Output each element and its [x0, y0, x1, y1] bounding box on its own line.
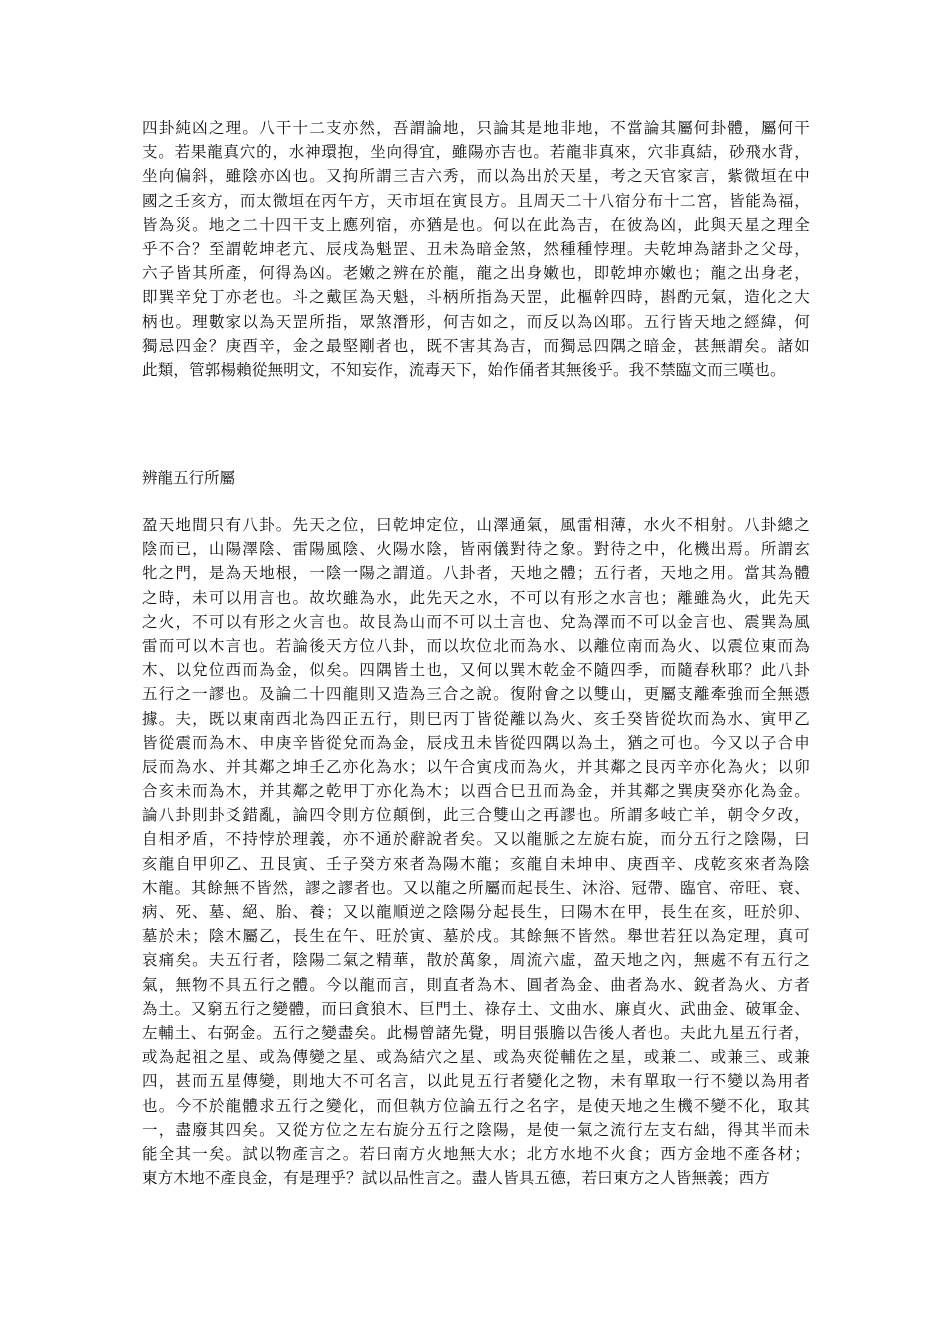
text-line: 四卦純凶之理。八干十二支亦然，吾謂論地，只論其是地非地，不當論其屬何卦體，屬何干 [142, 119, 810, 137]
text-line: 乎不合？至謂乾坤老亢、辰戌為魁罡、丑未為暗金煞，然種種悖理。夫乾坤為諸卦之父母， [142, 239, 810, 258]
text-line: 坐向偏斜，雖陰亦凶也。又拘所謂三吉六秀，而以為出於天星，考之天官家言，紫微垣在中 [142, 167, 810, 186]
text-line: 能全其一矣。試以物產言之。若曰南方火地無大水；北方水地不火食；西方金地不產各材； [142, 1144, 810, 1163]
text-line: 皆從震而為木、申庚辛皆從兌而為金，辰戌丑未皆從四隅以為土，猶之可也。今又以子合申 [142, 733, 810, 752]
text-line: 自相矛盾，不持悖於理義，亦不通於辭說者矣。又以龍脈之左旋右旋，而分五行之陰陽，曰 [142, 830, 810, 849]
text-line: 四，甚而五星傳變，則地大不可名言，以此見五行者變化之物，未有單取一行不變以為用者 [142, 1072, 810, 1091]
text-line: 左輔土、右弼金。五行之變盡矣。此楊曾諸先覺，明目張膽以告後人者也。夫此九星五行者， [142, 1023, 810, 1042]
text-line: 獨忌四金？庚酉辛，金之最堅剛者也，既不害其為吉，而獨忌四隅之暗金，甚無謂矣。諸如 [142, 336, 810, 355]
text-line: 合亥未而為木，并其鄰之乾甲丁亦化為木；以酉合巳丑而為金，并其鄰之巽庚癸亦化為金。 [142, 782, 810, 801]
text-line: 盈天地間只有八卦。先天之位，曰乾坤定位，山澤通氣，風雷相薄，水火不相射。八卦總之 [142, 516, 810, 534]
text-line: 皆為災。地之二十四干支上應列宿，亦猶是也。何以在此為吉，在彼為凶，此與天星之理全 [142, 215, 810, 234]
text-line: 國之壬亥方，而太微垣在丙午方，天市垣在寅艮方。且周天二十八宿分布十二宮，皆能為福， [142, 191, 810, 210]
text-line: 之時，未可以用言也。故坎雖為水，此先天之水，不可以有形之水言也；離雖為火，此先天 [142, 588, 810, 607]
text-line: 雷而可以木言也。若論後天方位八卦，而以坎位北而為水、以離位南而為火、以震位東而為 [142, 636, 810, 655]
text-line: 六子皆其所產，何得為凶。老嫩之辨在於龍，龍之出身嫩也，即乾坤亦嫩也；龍之出身老， [142, 264, 810, 283]
text-line: 木龍。其餘無不皆然，謬之謬者也。又以龍之所屬而起長生、沐浴、冠帶、臨官、帝旺、衰、 [142, 878, 810, 897]
text-line: 論八卦則卦爻錯亂，論四令則方位顛倒，此三合雙山之再謬也。所謂多岐亡羊，朝令夕改， [142, 806, 810, 825]
paragraph-body [142, 513, 810, 1190]
text-line: 為土。又窮五行之變體，而曰貪狼木、巨門土、祿存土、文曲水、廉貞火、武曲金、破軍金、 [142, 999, 810, 1018]
text-line: 之火，不可以有形之火言也。故艮為山而不可以土言也、兌為澤而不可以金言也、震巽為風 [142, 612, 810, 631]
text-line: 也。今不於龍體求五行之變化，而但執方位論五行之名字，是使天地之生機不變不化，取其 [142, 1096, 810, 1115]
text-line: 陰而已，山陽澤陰、雷陽風陰、火陽水陰，皆兩儀對待之象。對待之中，化機出焉。所謂玄 [142, 540, 810, 559]
text-line: 辰而為水、并其鄰之坤壬乙亦化為水；以午合寅戌而為火，并其鄰之艮丙辛亦化為火；以卯 [142, 757, 810, 776]
text-line: 或為起祖之星、或為傳變之星、或為結穴之星、或為夾從輔佐之星，或兼二、或兼三、或兼 [142, 1048, 810, 1067]
text-line: 墓於未；陰木屬乙，長生在午、旺於寅、墓於戌。其餘無不皆然。舉世若狂以為定理，真可 [142, 927, 810, 946]
text-line: 支。若果龍真穴的，水神環抱，坐向得宜，雖陽亦吉也。若龍非真來，穴非真結，砂飛水背， [142, 143, 810, 162]
text-line: 病、死、墓、絕、胎、養；又以龍順逆之陰陽分起長生，曰陽木在甲，長生在亥，旺於卯、 [142, 903, 810, 921]
paragraph-intro [142, 116, 810, 382]
text-line: 柄也。理數家以為天罡所指，眾煞潛形，何吉如之，而反以為凶耶。五行皆天地之經緯，何 [142, 312, 810, 331]
text-line: 東方木地不產良金，有是理乎？試以品性言之。盡人皆具五德，若曰東方之人皆無義；西方 [142, 1169, 771, 1188]
text-line: 一，盡廢其四矣。又從方位之左右旋分五行之陰陽，是使一氣之流行左支右絀，得其半而未 [142, 1120, 810, 1139]
text-line: 五行之一謬也。及論二十四龍則又造為三合之說。復附會之以雙山，更屬支離牽強而全無憑 [142, 685, 810, 704]
text-line: 氣，無物不具五行之體。今以龍而言，則直者為木、圓者為金、曲者為水、銳者為火、方者 [142, 975, 810, 994]
text-line: 牝之門，是為天地根，一陰一陽之謂道。八卦者，天地之體；五行者，天地之用。當其為體 [142, 564, 810, 583]
text-line: 哀痛矣。夫五行者，陰陽二氣之精華，散於萬象，周流六虛，盈天地之內，無處不有五行之 [142, 951, 810, 970]
text-line: 據。夫，既以東南西北為四正五行，則巳丙丁皆從離以為火、亥壬癸皆從坎而為水、寅甲乙 [142, 709, 810, 728]
text-line: 木、以兌位西而為金，似矣。四隅皆土也，又何以巽木乾金不隨四季，而隨春秋耶？此八卦 [142, 661, 810, 680]
text-line: 即巽辛兌丁亦老也。斗之戴匡為天魁，斗柄所指為天罡，此樞幹四時，斟酌元氣，造化之大 [142, 288, 810, 307]
section-heading: 辨龍五行所屬 [142, 469, 236, 487]
text-line: 此類，管郭楊賴從無明文，不知妄作，流毒天下，始作俑者其無後乎。我不禁臨文而三嘆也。 [142, 360, 786, 379]
text-line: 亥龍自甲卯乙、丑艮寅、壬子癸方來者為陽木龍；亥龍自未坤申、庚酉辛、戌乾亥來者為陰 [142, 854, 810, 873]
